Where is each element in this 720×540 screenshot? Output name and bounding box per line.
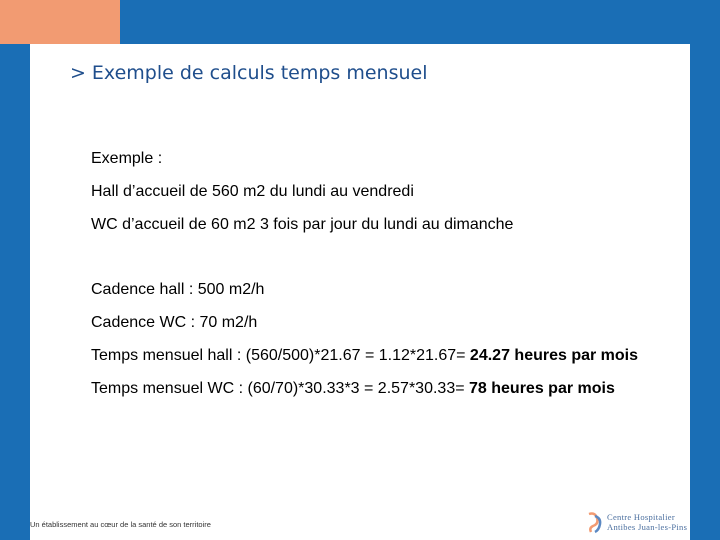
logo-icon bbox=[585, 512, 605, 534]
slide-title-text: Exemple de calculs temps mensuel bbox=[91, 62, 428, 84]
logo-line-2: Antibes Juan-les-Pins bbox=[607, 522, 688, 532]
hospital-logo bbox=[585, 512, 690, 536]
hall-monthly-time bbox=[91, 345, 681, 366]
wc-result: 78 heures par mois bbox=[464, 380, 615, 397]
wc-description: WC d’accueil de 60 m2 3 fois par jour du lundi au dimanche bbox=[91, 216, 514, 233]
hall-result: 24.27 heures par mois bbox=[465, 347, 639, 364]
orange-accent-block bbox=[0, 0, 120, 44]
slide-content bbox=[30, 44, 690, 540]
logo-line-1: Centre Hospitalier bbox=[607, 512, 675, 522]
footer-tagline: Un établissement au cœur de la santé de son territoire bbox=[30, 520, 211, 529]
wc-calc: Temps mensuel WC : (60/70)*30.33*3 = 2.57*30.33= bbox=[91, 380, 465, 397]
hall-description: Hall d’accueil de 560 m2 du lundi au vendredi bbox=[91, 183, 414, 200]
wc-cadence: Cadence WC : 70 m2/h bbox=[91, 314, 258, 331]
wc-monthly-time bbox=[91, 378, 681, 399]
intro-line: Exemple : bbox=[91, 150, 163, 167]
slide-body bbox=[91, 148, 681, 411]
hall-cadence: Cadence hall : 500 m2/h bbox=[91, 281, 265, 298]
hall-calc: Temps mensuel hall : (560/500)*21.67 = 1.12*21.67= bbox=[91, 347, 466, 364]
chevron-right-icon: > bbox=[70, 62, 86, 84]
slide-title bbox=[70, 62, 428, 84]
